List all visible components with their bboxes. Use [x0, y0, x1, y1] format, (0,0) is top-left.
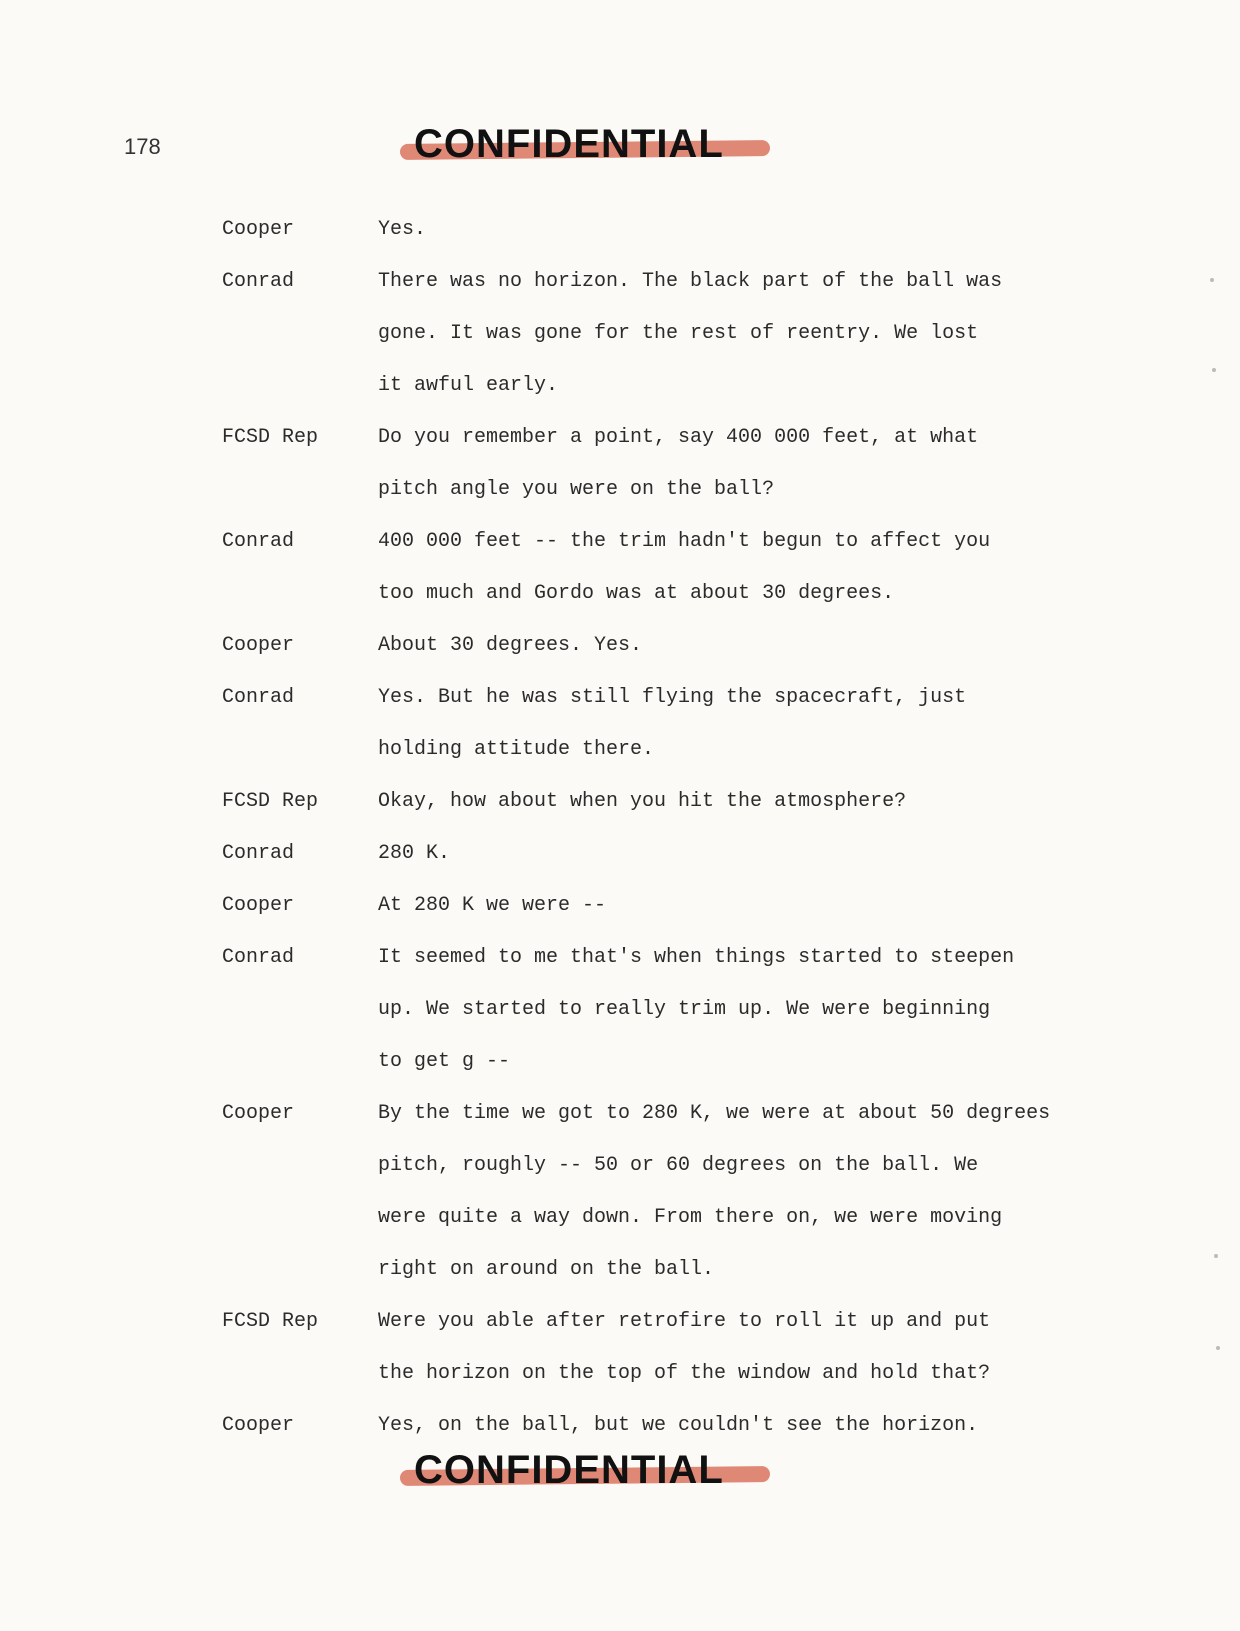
speech-line: the horizon on the top of the window and hold that?	[378, 1362, 991, 1385]
speech-line: up. We started to really trim up. We were beginning	[378, 998, 991, 1021]
speaker-name: FCSD Rep	[222, 1310, 319, 1333]
speaker-name: Conrad	[222, 270, 295, 293]
speaker-name: Cooper	[222, 1102, 295, 1125]
page-number: 178	[124, 134, 161, 159]
speech-line: By the time we got to 280 K, we were at about 50 degrees	[378, 1102, 1051, 1125]
stamp-text: CONFIDENTIAL	[414, 1448, 724, 1492]
speech-line: At 280 K we were --	[378, 894, 607, 917]
speaker-name: Cooper	[222, 634, 295, 657]
speech-line: Do you remember a point, say 400 000 feet, at what	[378, 426, 979, 449]
speech-line: holding attitude there.	[378, 738, 655, 761]
speech-line: There was no horizon. The black part of the ball was	[378, 270, 1003, 293]
speech-line: to get g --	[378, 1050, 511, 1073]
speech-line: too much and Gordo was at about 30 degrees.	[378, 582, 895, 605]
speech-line: right on around on the ball.	[378, 1258, 715, 1281]
speech-line: were quite a way down. From there on, we were moving	[378, 1206, 1003, 1229]
speech-line: 280 K.	[378, 842, 451, 865]
speech-line: About 30 degrees. Yes.	[378, 634, 643, 657]
speaker-name: Cooper	[222, 218, 295, 241]
speaker-name: FCSD Rep	[222, 790, 319, 813]
speaker-name: Cooper	[222, 1414, 295, 1437]
speech-line: it awful early.	[378, 374, 559, 397]
speech-line: pitch, roughly -- 50 or 60 degrees on the ball. We	[378, 1154, 979, 1177]
speaker-name: Cooper	[222, 894, 295, 917]
speech-line: Yes. But he was still flying the spacecraft, just	[378, 686, 967, 709]
speech-line: Were you able after retrofire to roll it up and put	[378, 1310, 991, 1333]
stamp-text: CONFIDENTIAL	[414, 122, 724, 166]
speaker-name: Conrad	[222, 842, 295, 865]
speech-line: gone. It was gone for the rest of reentry. We lost	[378, 322, 979, 345]
speech-line: pitch angle you were on the ball?	[378, 478, 775, 501]
speech-line: 400 000 feet -- the trim hadn't begun to affect you	[378, 530, 991, 553]
speech-line: It seemed to me that's when things started to steepen	[378, 946, 1015, 969]
speaker-name: FCSD Rep	[222, 426, 319, 449]
speech-line: Okay, how about when you hit the atmosphere?	[378, 790, 907, 813]
speaker-name: Conrad	[222, 946, 295, 969]
speaker-name: Conrad	[222, 530, 295, 553]
speech-line: Yes.	[378, 218, 427, 241]
confidential-stamp-bottom	[400, 1446, 780, 1502]
speaker-name: Conrad	[222, 686, 295, 709]
speech-line: Yes, on the ball, but we couldn't see the horizon.	[378, 1414, 979, 1437]
